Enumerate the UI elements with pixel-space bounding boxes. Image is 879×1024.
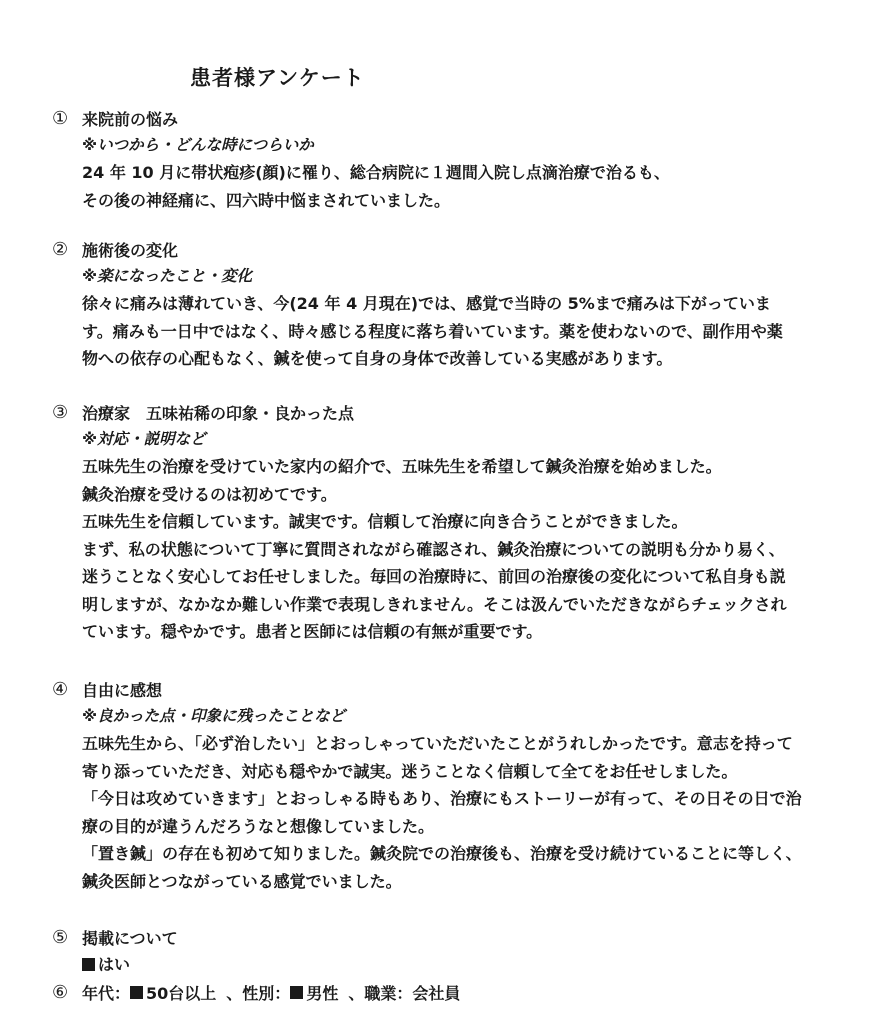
section-number: ③ [52,401,69,423]
age-value: 50台以上 [146,983,217,1003]
sex-label: 、性別： [226,983,291,1003]
body-line: 五味先生の治療を受けていた家内の紹介で、五味先生を希望して鍼灸治療を始めました。 [82,457,722,476]
section-body [82,453,852,646]
body-line: 「今日は攻めていきます」とおっしゃる時もあり、治療にもストーリーが有って、その日その日で治 [82,789,802,808]
body-line: まず、私の状態について丁寧に質問されながら確認され、鍼灸治療についての説明も分かり易く、 [82,539,785,559]
section-subtitle: ※楽になったこと・変化 [82,267,253,285]
body-line: 寄り添っていただき、対応も穏やかで誠実。迷うことなく信頼して全てをお任せしました。 [82,761,738,781]
section-number: ⑥ [52,981,69,1003]
body-line: 療の目的が違うんだろうなと想像していました。 [82,816,435,836]
section-publish [52,923,852,978]
publish-answer-text: はい [98,955,131,974]
section-number: ② [52,238,69,260]
section-title: 掲載について [82,928,178,948]
section-body [82,290,852,373]
section-worries [52,104,852,214]
section-body [82,730,852,895]
section-number: ⑤ [52,926,69,948]
body-line: 五味先生を信頼しています。誠実です。信頼して治療に向き合うことができました。 [82,512,688,531]
section-profile [52,978,460,1006]
section-heading [52,675,852,703]
body-line: 五味先生から、「必ず治したい」とおっしゃっていただいたことがうれしかったです。意志を持って [82,734,793,753]
section-heading [52,235,852,263]
section-number: ④ [52,678,69,700]
section-subtitle: ※良かった点・印象に残ったことなど [82,707,346,725]
checked-box-icon [130,986,143,999]
section-title: 来院前の悩み [82,109,179,129]
checked-box-icon [290,986,303,999]
body-line: 明しますが、なかなか難しい作業で表現しきれません。そこは汲んでいただきながらチェックされ [82,594,787,614]
sex-value: 男性 [306,983,339,1003]
body-line: 24 年 10 月に帯状疱疹(顔)に罹り、総合病院に１週間入院し点滴治療で治るも、 [82,163,670,182]
body-line: 「置き鍼」の存在も初めて知りました。鍼灸院での治療後も、治療を受け続けていることに等しく、 [82,844,802,863]
section-title: 自由に感想 [82,680,163,700]
body-line: 迷うことなく安心してお任せしました。毎回の治療時に、前回の治療後の変化について私自身も説 [82,567,786,586]
body-line: す。痛みも一日中ではなく、時々感じる程度に落ち着いています。薬を使わないので、副作用や薬 [82,321,783,341]
section-body [82,159,852,214]
section-heading [52,104,852,132]
job-value: 会社員 [412,983,461,1003]
job-label: 、職業： [348,983,413,1003]
section-free-comments [52,675,852,895]
section-impression [52,398,852,646]
checked-box-icon [82,958,95,971]
section-heading [52,398,852,426]
age-label: 年代： [82,983,131,1003]
section-subtitle: ※対応・説明など [82,430,206,448]
section-title: 治療家 五味祐稀の印象・良かった点 [82,403,355,423]
body-line: その後の神経痛に、四六時中悩まされていました。 [82,190,451,210]
section-changes [52,235,852,373]
page-title: 患者様アンケート [190,66,365,90]
section-subtitle: ※いつから・どんな時につらいか [82,136,314,154]
body-line: 鍼灸医師とつながっている感覚でいました。 [82,871,402,891]
publish-answer [82,951,852,978]
body-line: ています。穏やかです。患者と医師には信頼の有無が重要です。 [82,622,543,641]
section-title: 施術後の変化 [82,240,179,260]
body-line: 徐々に痛みは薄れていき、今(24 年 4 月現在)では、感覚で当時の 5%まで痛みは下がっていま [82,294,771,313]
body-line: 鍼灸治療を受けるのは初めてです。 [82,484,337,504]
section-heading [52,923,852,951]
body-line: 物への依存の心配もなく、鍼を使って自身の身体で改善している実感があります。 [82,349,673,368]
section-number: ① [52,107,69,129]
